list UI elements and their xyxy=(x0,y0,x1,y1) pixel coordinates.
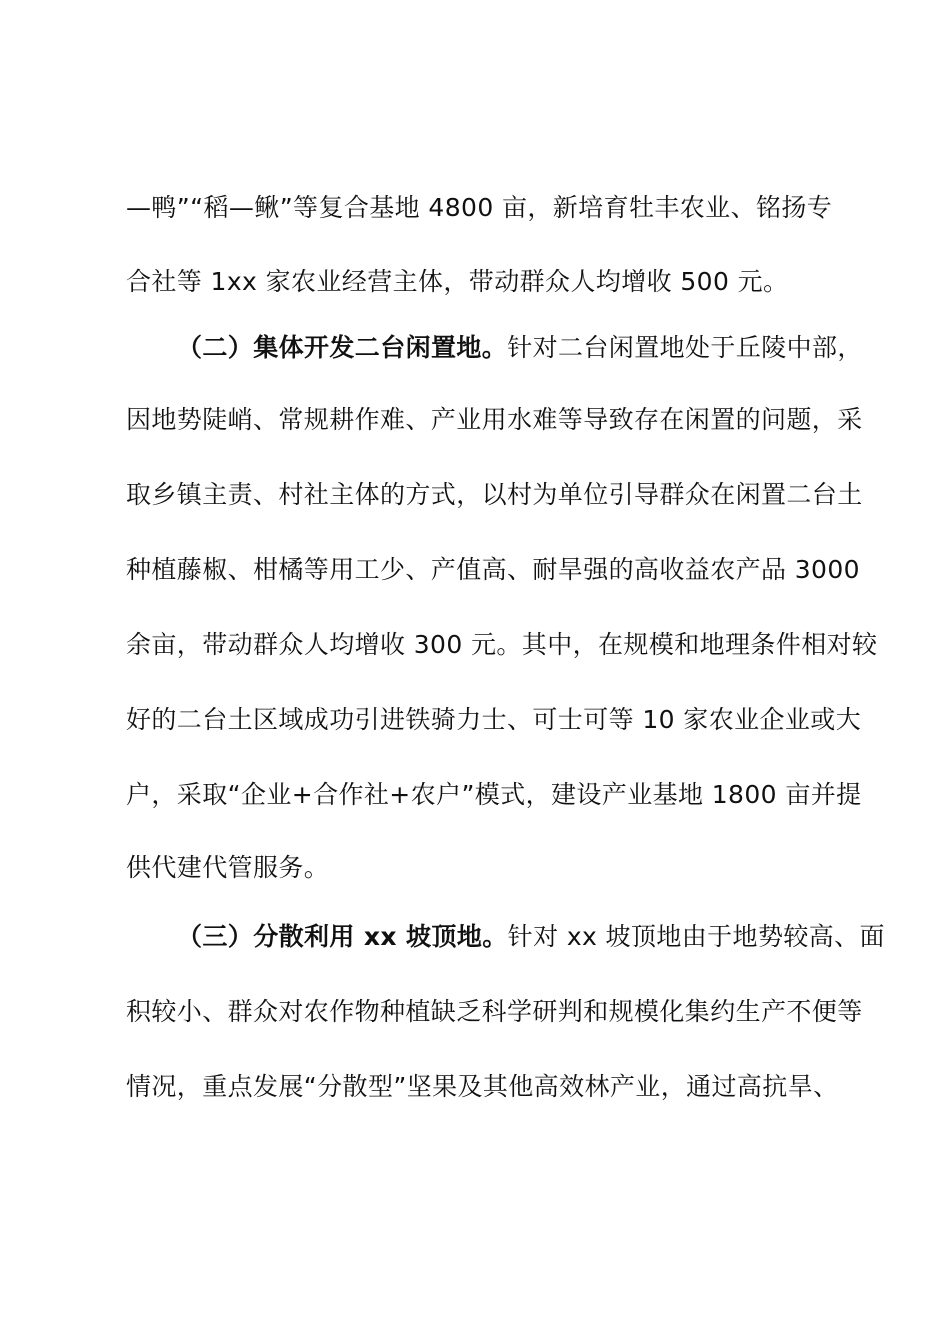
paragraph2-line6: 好的二台土区域成功引进铁骑力士、可士可等 10 家农业企业或大 xyxy=(126,705,862,734)
paragraph3-line1 xyxy=(177,921,950,953)
paragraph2-line3: 取乡镇主责、村社主体的方式，以村为单位引导群众在闲置二台土 xyxy=(126,480,863,509)
paragraph3-heading: （三）分散利用 xx 坡顶地。 xyxy=(177,922,508,951)
paragraph3-line2: 积较小、群众对农作物种植缺乏科学研判和规模化集约生产不便等 xyxy=(126,997,863,1026)
paragraph3-line1-text: 针对 xx 坡顶地由于地势较高、面 xyxy=(507,922,885,951)
paragraph2-line7: 户，采取“企业+合作社+农户”模式，建设产业基地 1800 亩并提 xyxy=(126,780,862,809)
paragraph2-line5: 余亩，带动群众人均增收 300 元。其中，在规模和地理条件相对较 xyxy=(126,630,878,659)
paragraph1-line1: —鸭”“稻—鳅”等复合基地 4800 亩，新培育牡丰农业、铭扬专 xyxy=(126,193,833,222)
paragraph2-line4: 种植藤椒、柑橘等用工少、产值高、耐旱强的高收益农产品 3000 xyxy=(126,555,860,584)
paragraph2-line2: 因地势陡峭、常规耕作难、产业用水难等导致存在闲置的问题，采 xyxy=(126,405,863,434)
paragraph3-line3: 情况，重点发展“分散型”坚果及其他高效林产业，通过高抗旱、 xyxy=(126,1072,839,1101)
paragraph2-heading: （二）集体开发二台闲置地。 xyxy=(177,333,508,362)
paragraph1-line2: 合社等 1xx 家农业经营主体，带动群众人均增收 500 元。 xyxy=(126,267,789,296)
paragraph2-line1-text: 针对二台闲置地处于丘陵中部， xyxy=(507,333,863,362)
paragraph2-line1 xyxy=(177,332,950,364)
paragraph2-line8: 供代建代管服务。 xyxy=(126,853,330,882)
